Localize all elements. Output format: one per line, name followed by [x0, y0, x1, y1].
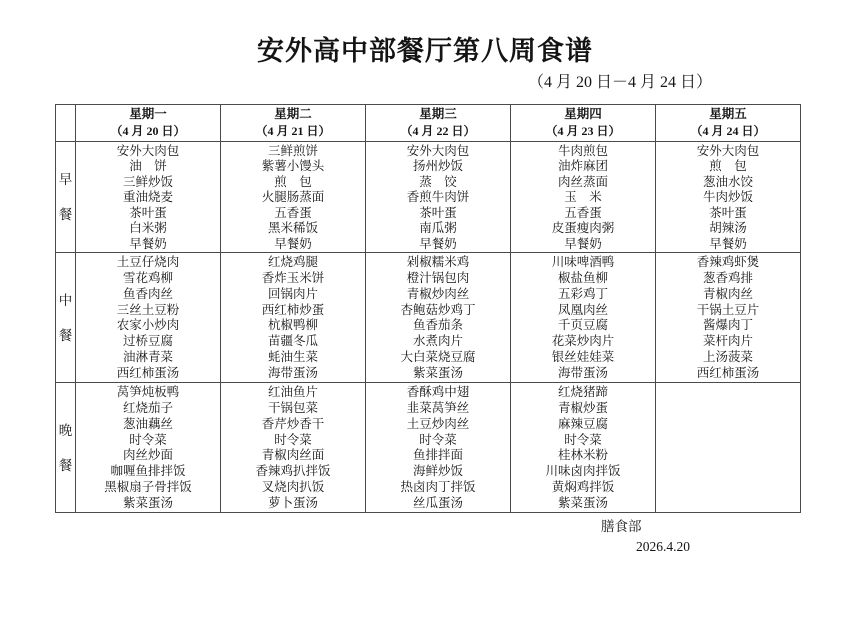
menu-item: 红烧鸡腿 [267, 254, 318, 269]
menu-item: 早餐奶 [564, 236, 602, 251]
menu-item: 鱼香茄条 [412, 318, 463, 333]
day-name: 星期三 [419, 107, 457, 121]
menu-item: 桂林米粉 [557, 448, 608, 463]
day-date: （4 月 20 日） [110, 124, 186, 138]
menu-item: 葱油水饺 [702, 174, 753, 189]
menu-cell-lunch-wednesday [366, 253, 511, 383]
menu-item: 麻辣豆腐 [557, 416, 608, 431]
menu-item: 香辣鸡虾煲 [696, 254, 760, 269]
menu-item: 肉丝炒面 [122, 448, 173, 463]
menu-item: 萝卜蛋汤 [267, 496, 318, 510]
day-date: （4 月 23 日） [545, 124, 621, 138]
breakfast-row [56, 142, 801, 253]
menu-item: 香辣鸡扒拌饭 [255, 464, 331, 479]
menu-cell-lunch-thursday [511, 253, 656, 383]
menu-cell-dinner-thursday [511, 383, 656, 513]
menu-item: 白米粥 [129, 221, 167, 235]
menu-item: 过桥豆腐 [122, 334, 173, 349]
menu-item: 香芹炒香干 [261, 416, 325, 431]
menu-item: 时令菜 [129, 432, 167, 447]
menu-item: 川味卤肉拌饭 [545, 464, 621, 479]
day-header-wednesday [366, 105, 511, 142]
menu-item: 三鲜煎饼 [267, 143, 318, 158]
menu-item: 重油烧麦 [122, 190, 173, 204]
menu-item: 海鲜炒饭 [412, 464, 463, 479]
page-subtitle: （4 月 20 日－4 月 24 日） [527, 74, 712, 91]
table-header-row [56, 105, 801, 142]
menu-item: 海带蛋汤 [267, 366, 318, 380]
menu-cell-breakfast-monday [76, 142, 221, 253]
menu-item: 五香蛋 [564, 205, 602, 220]
menu-cell-breakfast-wednesday [366, 142, 511, 253]
day-name: 星期二 [274, 107, 312, 121]
footer-dept: 膳食部 [601, 519, 642, 534]
menu-item: 叉烧肉扒饭 [261, 480, 325, 495]
menu-item: 牛肉煎包 [557, 143, 608, 158]
menu-item: 油炸麻团 [557, 159, 608, 173]
menu-item: 鱼香肉丝 [122, 286, 173, 301]
menu-item: 杭椒鸭柳 [267, 318, 318, 333]
menu-item: 早餐奶 [709, 236, 747, 251]
menu-item: 干锅土豆片 [696, 302, 760, 317]
menu-item: 鱼排拌面 [412, 448, 463, 463]
menu-item: 千页豆腐 [557, 318, 608, 333]
dinner-row [56, 383, 801, 513]
menu-item: 时令菜 [274, 432, 312, 447]
menu-item: 葱油藕丝 [122, 416, 173, 431]
menu-item: 香酥鸡中翅 [406, 384, 470, 399]
menu-cell-dinner-wednesday [366, 383, 511, 513]
menu-item: 土豆炒肉丝 [406, 416, 470, 431]
day-date: （4 月 22 日） [400, 124, 476, 138]
day-header-tuesday [221, 105, 366, 142]
menu-item: 苗疆冬瓜 [267, 334, 318, 349]
menu-item: 早餐奶 [274, 236, 312, 251]
menu-item: 肉丝蒸面 [557, 174, 608, 189]
menu-item: 雪花鸡柳 [122, 270, 173, 285]
menu-item: 时令菜 [564, 432, 602, 447]
day-name: 星期四 [564, 107, 602, 121]
menu-item: 热卤肉丁拌饭 [400, 480, 476, 495]
menu-item: 三丝土豆粉 [116, 302, 180, 317]
menu-item: 五彩鸡丁 [557, 286, 608, 301]
menu-item: 葱香鸡排 [702, 270, 753, 285]
menu-cell-breakfast-friday [656, 142, 801, 253]
menu-item: 西红柿炒蛋 [261, 302, 325, 317]
menu-item: 三鲜炒饭 [122, 174, 173, 189]
menu-item: 蚝油生菜 [267, 350, 318, 365]
menu-item: 大白菜烧豆腐 [400, 350, 476, 365]
menu-item: 黄焖鸡拌饭 [551, 480, 615, 495]
menu-item: 凤凰肉丝 [557, 302, 608, 317]
menu-item: 茶叶蛋 [709, 205, 747, 220]
menu-item: 牛肉炒饭 [702, 190, 753, 204]
menu-cell-lunch-tuesday [221, 253, 366, 383]
menu-item: 西红柿蛋汤 [116, 366, 180, 380]
menu-item: 干锅包菜 [267, 400, 318, 415]
menu-item: 玉 米 [564, 190, 602, 204]
menu-item: 时令菜 [419, 432, 457, 447]
menu-item: 茶叶蛋 [129, 205, 167, 220]
menu-item: 杏鲍菇炒鸡丁 [400, 302, 476, 317]
menu-item: 莴笋炖板鸭 [116, 384, 180, 399]
menu-item: 海带蛋汤 [557, 366, 608, 380]
menu-item: 青椒肉丝面 [261, 448, 325, 463]
menu-item: 咖喱鱼排拌饭 [110, 464, 186, 479]
day-date: （4 月 21 日） [255, 124, 331, 138]
menu-item: 红烧猪蹄 [557, 384, 608, 399]
menu-item: 椒盐鱼柳 [557, 270, 608, 285]
menu-item: 紫菜蛋汤 [122, 496, 173, 510]
menu-item: 早餐奶 [419, 236, 457, 251]
menu-item: 黑椒扇子骨拌饭 [104, 480, 192, 495]
menu-item: 剁椒糯米鸡 [406, 254, 470, 269]
footer-date: 2026.4.20 [636, 539, 690, 554]
menu-item: 扬州炒饭 [412, 159, 463, 173]
menu-item: 安外大肉包 [116, 143, 180, 158]
day-header-friday [656, 105, 801, 142]
menu-cell-lunch-monday [76, 253, 221, 383]
menu-item: 青椒肉丝 [702, 286, 753, 301]
lunch-row [56, 253, 801, 383]
menu-item: 西红柿蛋汤 [696, 366, 760, 380]
menu-item: 青椒炒肉丝 [406, 286, 470, 301]
menu-item: 香炸玉米饼 [261, 270, 325, 285]
menu-item: 五香蛋 [274, 205, 312, 220]
menu-item: 回锅肉片 [267, 286, 318, 301]
day-header-thursday [511, 105, 656, 142]
menu-cell-lunch-friday [656, 253, 801, 383]
menu-item: 茶叶蛋 [419, 205, 457, 220]
menu-item: 煎 包 [709, 159, 747, 173]
day-header-monday [76, 105, 221, 142]
menu-item: 丝瓜蛋汤 [412, 496, 463, 510]
menu-item: 紫菜蛋汤 [412, 366, 463, 380]
page-title: 安外高中部餐厅第八周食谱 [257, 36, 593, 66]
menu-item: 农家小炒肉 [116, 318, 180, 333]
menu-item: 红油鱼片 [267, 384, 318, 399]
meal-label-lunch: 中餐 [56, 253, 76, 383]
menu-cell-dinner-friday [656, 383, 801, 513]
menu-item: 韭菜莴笋丝 [406, 400, 470, 415]
meal-label-dinner: 晚餐 [56, 383, 76, 513]
menu-item: 上汤菠菜 [702, 350, 753, 365]
corner-cell [56, 105, 76, 142]
menu-item: 南瓜粥 [419, 221, 457, 235]
menu-item: 酱爆肉丁 [702, 318, 753, 333]
menu-item: 香煎牛肉饼 [406, 190, 470, 204]
menu-cell-breakfast-tuesday [221, 142, 366, 253]
menu-cell-breakfast-thursday [511, 142, 656, 253]
menu-item: 川味啤酒鸭 [551, 254, 615, 269]
menu-item: 火腿肠蒸面 [261, 190, 325, 204]
menu-item: 安外大肉包 [696, 143, 760, 158]
menu-item: 早餐奶 [129, 236, 167, 251]
menu-item: 橙汁锅包肉 [406, 270, 470, 285]
menu-item: 土豆仔烧肉 [116, 254, 180, 269]
menu-item: 皮蛋瘦肉粥 [551, 221, 615, 235]
menu-item: 红烧茄子 [122, 400, 173, 415]
menu-item: 紫菜蛋汤 [557, 496, 608, 510]
day-name: 星期五 [709, 107, 747, 121]
menu-item: 黑米稀饭 [267, 221, 318, 235]
menu-item: 胡辣汤 [709, 221, 747, 235]
menu-item: 煎 包 [274, 174, 312, 189]
menu-item: 蒸 饺 [419, 174, 457, 189]
menu-item: 水煮肉片 [412, 334, 463, 349]
day-date: （4 月 24 日） [690, 124, 766, 138]
menu-item: 油淋青菜 [122, 350, 173, 365]
menu-item: 安外大肉包 [406, 143, 470, 158]
menu-cell-dinner-monday [76, 383, 221, 513]
menu-item: 花菜炒肉片 [551, 334, 615, 349]
menu-item: 青椒炒蛋 [557, 400, 608, 415]
menu-item: 银丝娃娃菜 [551, 350, 615, 365]
menu-item: 油 饼 [129, 159, 167, 173]
day-name: 星期一 [129, 107, 167, 121]
meal-label-breakfast: 早餐 [56, 142, 76, 253]
menu-item: 菜杆肉片 [702, 334, 753, 349]
menu-table [55, 104, 801, 513]
menu-cell-dinner-tuesday [221, 383, 366, 513]
menu-item: 紫薯小馒头 [261, 159, 325, 173]
